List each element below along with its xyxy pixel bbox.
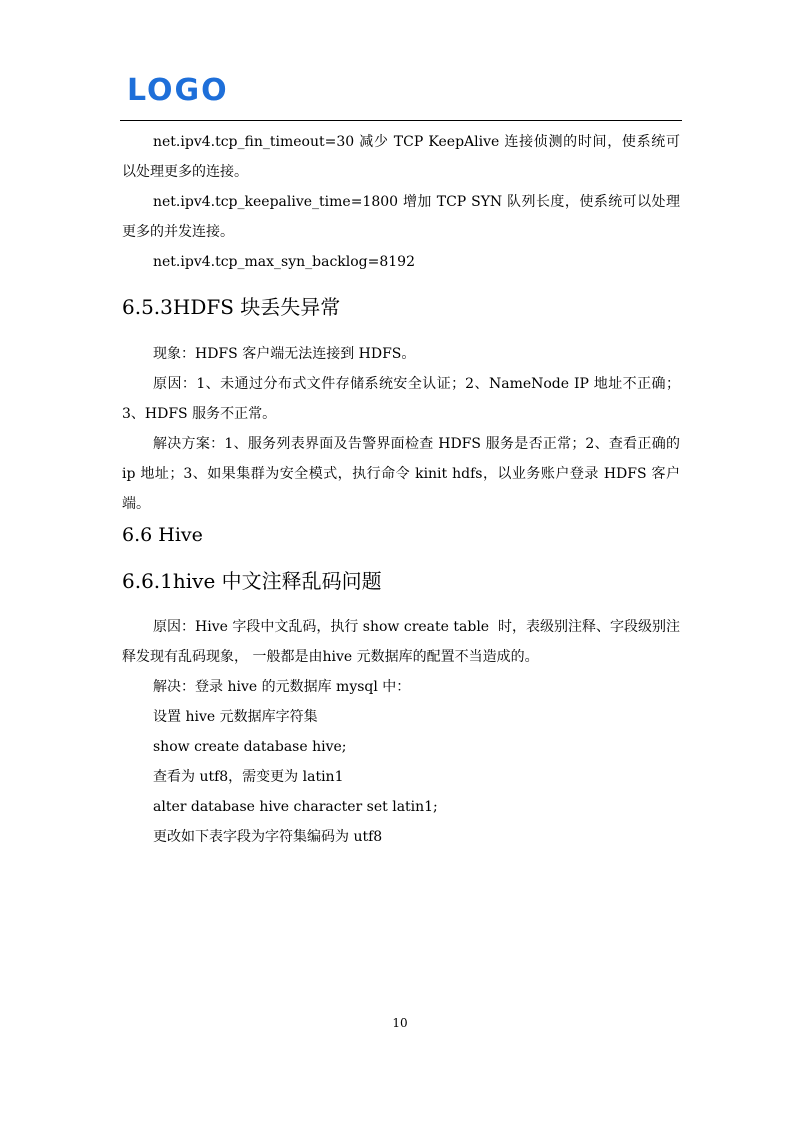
paragraph-hive-cause: 原因：Hive 字段中文乱码，执行 show create table 时，表级别注释、字段级别注释发现有乱码现象， 一般都是由hive 元数据库的配置不当造成的。 xyxy=(122,619,680,665)
heading-6-6: 6.6 Hive xyxy=(122,524,203,546)
header-divider xyxy=(120,120,682,121)
paragraph-tcp-keepalive-time: net.ipv4.tcp_keepalive_time=1800 增加 TCP SYN 队列长度，使系统可以处理更多的并发连接。 xyxy=(122,194,680,240)
paragraph-alter-database: alter database hive character set latin1; xyxy=(153,799,438,815)
paragraph-show-create-database: show create database hive; xyxy=(153,739,347,755)
paragraph-symptom: 现象：HDFS 客户端无法连接到 HDFS。 xyxy=(153,346,416,362)
paragraph-solution: 解决方案：1、服务列表界面及告警界面检查 HDFS 服务是否正常；2、查看正确的 ip 地址；3、如果集群为安全模式，执行命令 kinit hdfs，以业务账户登录 HDFS 客户端。 xyxy=(122,436,685,512)
heading-6-6-1: 6.6.1hive 中文注释乱码问题 xyxy=(122,569,382,593)
logo: LOGO xyxy=(127,73,229,108)
paragraph-set-charset: 设置 hive 元数据库字符集 xyxy=(153,709,318,725)
paragraph-tcp-fin-timeout: net.ipv4.tcp_fin_timeout=30 减少 TCP KeepAlive 连接侦测的时间，使系统可以处理更多的连接。 xyxy=(122,134,680,180)
paragraph-check-utf8: 查看为 utf8，需变更为 latin1 xyxy=(153,769,344,785)
paragraph-change-fields: 更改如下表字段为字符集编码为 utf8 xyxy=(153,829,383,845)
paragraph-tcp-max-syn-backlog: net.ipv4.tcp_max_syn_backlog=8192 xyxy=(153,254,416,270)
document-body xyxy=(122,127,685,852)
page-number: 10 xyxy=(392,1016,408,1030)
paragraph-hive-solution: 解决：登录 hive 的元数据库 mysql 中： xyxy=(153,679,411,695)
heading-6-5-3: 6.5.3HDFS 块丢失异常 xyxy=(122,295,341,319)
paragraph-cause: 原因：1、未通过分布式文件存储系统安全认证；2、NameNode IP 地址不正确；3、HDFS 服务不正常。 xyxy=(122,376,680,422)
